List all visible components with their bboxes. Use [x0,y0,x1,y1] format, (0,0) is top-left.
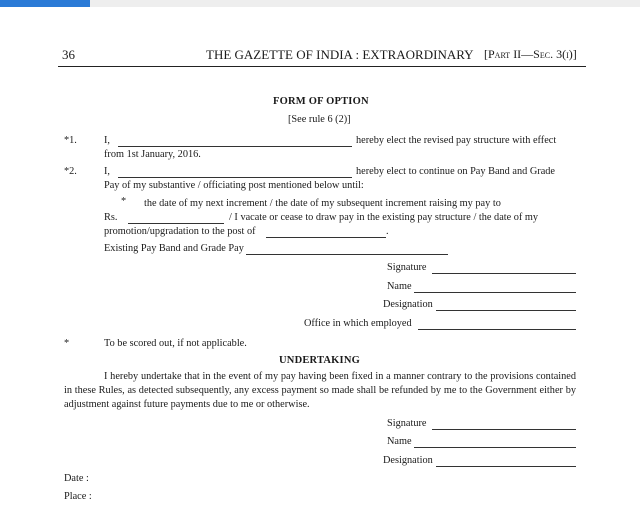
option2-sub-line2-suffix: / I vacate or cease to draw pay in the existing pay structure / the date of my [229,212,539,223]
signature-field[interactable] [432,273,576,274]
undertaking-designation-field[interactable] [436,466,576,467]
option2-marker: *2. [64,166,77,177]
undertaking-signature-label: Signature [387,418,427,429]
option2-text-line2: Pay of my substantive / officiating post mentioned below until: [104,180,364,191]
option2-prefix: I, [104,166,111,177]
existing-pay-label: Existing Pay Band and Grade Pay [104,243,244,254]
option1-text-line2: from 1st January, 2016. [104,149,201,160]
office-field[interactable] [418,329,576,330]
form-title: FORM OF OPTION [273,96,369,107]
designation-label: Designation [383,299,433,310]
option2-sub-line1: the date of my next increment / the date of my subsequent increment raising my pay to [144,198,501,209]
footnote-marker: * [64,338,70,349]
name-field[interactable] [414,292,576,293]
undertaking-text: I hereby undertake that in the event of my pay having been fixed in a manner contrary to the provisions contained in these Rules, as detected subsequently, any excess payment so made shall be refunded by me to the Government either by adjustment against future payments due to me or otherwise. [64,371,576,410]
office-label: Office in which employed [304,318,412,329]
page-number: 36 [62,47,75,62]
undertaking-name-label: Name [387,436,412,447]
gazette-part: [Part II—Sec. 3(i)] [484,47,577,61]
gazette-title: THE GAZETTE OF INDIA : EXTRAORDINARY [206,47,474,62]
undertaking-title: UNDERTAKING [279,355,360,366]
undertaking-designation-label: Designation [383,455,433,466]
option1-prefix: I, [104,135,111,146]
header-divider [58,66,586,67]
footnote-text: To be scored out, if not applicable. [104,338,247,349]
undertaking-name-field[interactable] [414,447,576,448]
viewer-top-bar [0,0,640,7]
option2-sub-marker: * [121,196,127,207]
option2-text: hereby elect to continue on Pay Band and Grade [356,166,556,177]
place-label: Place : [64,491,92,502]
designation-field[interactable] [436,310,576,311]
option1-text: hereby elect the revised pay structure with effect [356,135,557,146]
name-label: Name [387,281,412,292]
option2-sub-line3-suffix: . [386,226,389,237]
viewer-active-tab-indicator[interactable] [0,0,90,7]
option1-marker: *1. [64,135,77,146]
signature-label: Signature [387,262,427,273]
option2-sub-line3-prefix: promotion/upgradation to the post of [104,226,256,237]
date-label: Date : [64,473,89,484]
undertaking-signature-field[interactable] [432,429,576,430]
pay-amount-blank[interactable] [128,223,224,224]
option2-sub-line2-prefix: Rs. [104,212,118,223]
form-rule-reference: [See rule 6 (2)] [288,114,351,125]
promotion-post-blank[interactable] [266,237,386,238]
existing-pay-blank[interactable] [246,254,448,255]
option1-name-blank[interactable] [118,146,352,147]
option2-name-blank[interactable] [118,177,352,178]
